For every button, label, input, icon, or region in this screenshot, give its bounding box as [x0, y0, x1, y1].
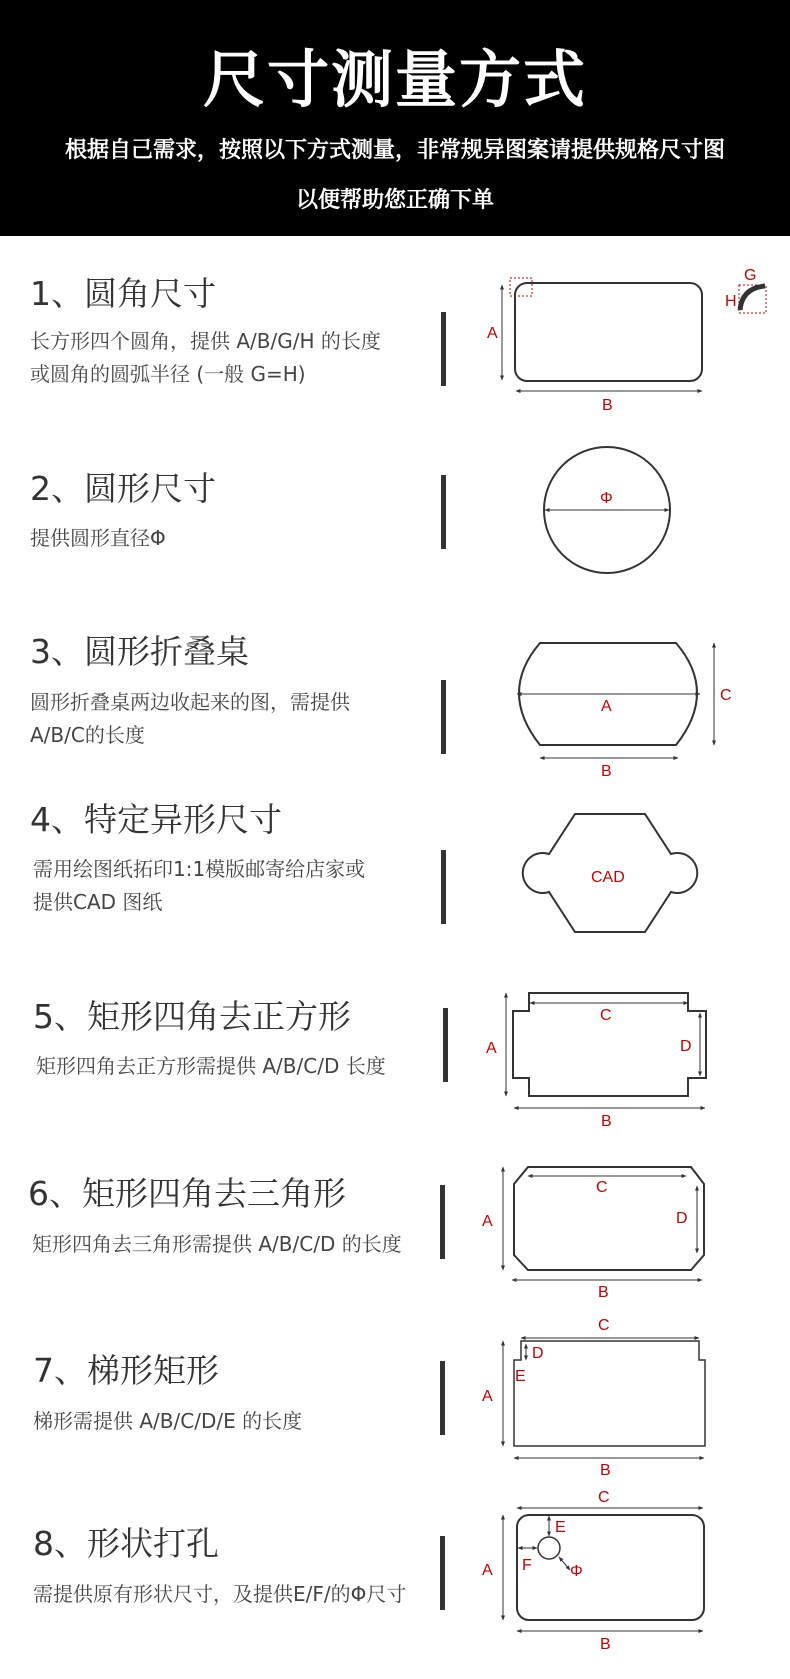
d8-label-b: B [600, 1636, 611, 1653]
section-3-title: 3、圆形折叠桌 [30, 632, 249, 671]
d1-label-h: H [725, 293, 737, 310]
section-7-title: 7、梯形矩形 [33, 1351, 219, 1390]
d5-label-c: C [600, 1007, 612, 1024]
page-subtitle-line1: 根据自己需求，按照以下方式测量，非常规异图案请提供规格尺寸图 [64, 138, 725, 163]
section-6-title: 6、矩形四角去三角形 [28, 1174, 346, 1213]
d8-label-f: F [522, 1557, 532, 1574]
diagram-shape-with-hole [503, 1508, 704, 1631]
d8-label-c: C [598, 1489, 610, 1506]
d2-label-phi: Φ [600, 490, 613, 507]
section-7-desc-line1: 梯形需提供 A/B/C/D/E 的长度 [33, 1409, 303, 1433]
d4-label-cad: CAD [591, 869, 625, 886]
section-5-desc-line1: 矩形四角去正方形需提供 A/B/C/D 长度 [36, 1054, 386, 1078]
diagram-folding-table [517, 643, 714, 758]
page-title: 尺寸测量方式 [202, 43, 587, 116]
d8-label-a: A [482, 1562, 493, 1579]
section-8-title: 8、形状打孔 [33, 1524, 219, 1563]
d7-label-a: A [482, 1388, 493, 1405]
section-4-title: 4、特定异形尺寸 [30, 800, 282, 839]
d3-label-a: A [601, 698, 612, 715]
d1-label-a: A [487, 325, 498, 342]
d3-label-c: C [720, 687, 732, 704]
d6-label-a: A [482, 1213, 493, 1230]
d5-label-d: D [680, 1038, 692, 1055]
d6-label-d: D [676, 1210, 688, 1227]
d5-label-a: A [486, 1040, 497, 1057]
page-subtitle-line2: 以便帮助您正确下单 [295, 188, 494, 213]
d6-label-c: C [596, 1179, 608, 1196]
d7-label-e: E [515, 1368, 526, 1385]
section-1-desc-line1: 长方形四个圆角，提供 A/B/G/H 的长度 [30, 329, 381, 353]
section-4-desc-line1: 需用绘图纸拓印1:1模版邮寄给店家或 [33, 857, 366, 881]
section-5-title: 5、矩形四角去正方形 [33, 997, 351, 1036]
section-1-desc-line2: 或圆角的圆弧半径 (一般 G=H) [30, 362, 306, 386]
d7-label-c: C [598, 1317, 610, 1334]
d5-label-b: B [601, 1113, 612, 1130]
diagram-circle [544, 447, 670, 573]
section-8-desc-line1: 需提供原有形状尺寸，及提供E/F/的Φ尺寸 [33, 1582, 407, 1606]
d1-label-b: B [602, 397, 613, 414]
section-2-desc-line1: 提供圆形直径Φ [30, 526, 166, 550]
section-2-title: 2、圆形尺寸 [30, 469, 216, 508]
d6-label-b: B [598, 1284, 609, 1301]
section-3-desc-line1: 圆形折叠桌两边收起来的图，需提供 [30, 690, 350, 714]
d1-label-g: G [744, 267, 757, 284]
d7-label-d: D [532, 1345, 544, 1362]
section-3-desc-line2: A/B/C的长度 [30, 723, 145, 747]
d3-label-b: B [601, 763, 612, 780]
d8-label-phi: Φ [570, 1563, 583, 1580]
d8-label-e: E [555, 1519, 566, 1536]
section-6-desc-line1: 矩形四角去三角形需提供 A/B/C/D 的长度 [32, 1232, 402, 1256]
d7-label-b: B [600, 1462, 611, 1479]
section-4-desc-line2: 提供CAD 图纸 [33, 890, 163, 914]
section-1-title: 1、圆角尺寸 [30, 274, 216, 313]
